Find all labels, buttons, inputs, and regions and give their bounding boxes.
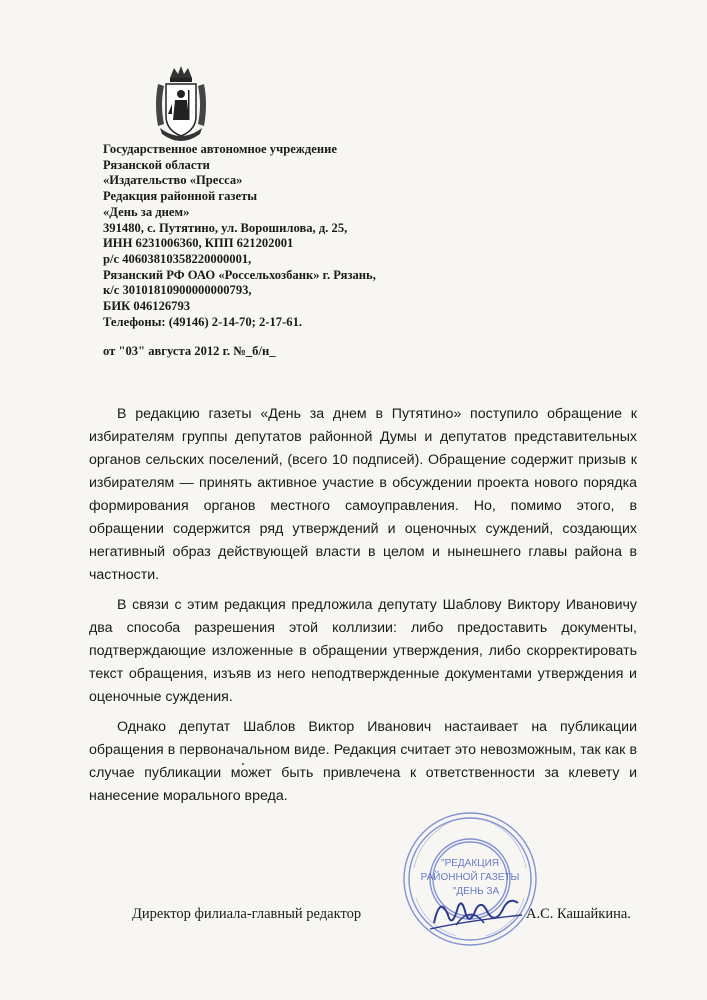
stamp-text-line: "ДЕНЬ ЗА: [452, 886, 500, 897]
document-date: от "03" августа 2012 г. №_б/н_: [103, 344, 276, 358]
letterhead-line: ИНН 6231006360, КПП 621202001: [103, 236, 294, 251]
stamp-text-line: РАЙОННОЙ ГАЗЕТЫ: [420, 872, 520, 883]
letterhead-line: 391480, с. Путятино, ул. Ворошилова, д. 25,: [103, 220, 348, 235]
letter-body: [89, 403, 637, 815]
body-paragraph: В связи с этим редакция предложила депутату Шаблову Виктору Ивановичу два способа разрешения этой коллизии: либо предоставить документы, подтверждающие изложенные в обращении утверждения, либо скорректировать текст обращения, изъяв из него неподтвержденные документами утверждения и оценочные суждения.: [89, 597, 637, 705]
stamp-text-line: "РЕДАКЦИЯ: [441, 858, 499, 869]
letterhead-line: Рязанской области: [103, 157, 210, 172]
handwritten-signature: [426, 885, 526, 937]
letterhead-line: Телефоны: (49146) 2-14-70; 2-17-61.: [103, 314, 303, 329]
ink-dot: [242, 763, 244, 765]
body-paragraph: Однако депутат Шаблов Виктор Иванович настаивает на публикации обращения в первоначальном виде. Редакция считает это невозможным, так как в случае публикации может быть привлечена к ответственности за клевету и нанесение морального вреда.: [89, 719, 637, 804]
letterhead-line: р/с 40603810358220000001,: [103, 251, 252, 266]
coat-of-arms-icon: [150, 64, 212, 144]
signer-title: Директор филиала-главный редактор: [132, 906, 362, 922]
letterhead-line: Государственное автономное учреждение: [103, 142, 337, 156]
letterhead-line: к/с 30101810900000000793,: [103, 283, 252, 298]
letterhead-line: «День за днем»: [103, 204, 190, 219]
letterhead-line: Редакция районной газеты: [103, 189, 258, 204]
letterhead: [103, 142, 463, 330]
signer-name: А.С. Кашайкина.: [526, 906, 631, 922]
letterhead-line: Рязанский РФ ОАО «Россельхозбанк» г. Рязань,: [103, 267, 376, 282]
letterhead-line: «Издательство «Пресса»: [103, 173, 243, 188]
letterhead-line: БИК 046126793: [103, 299, 191, 314]
body-paragraph: В редакцию газеты «День за днем в Путятино» поступило обращение к избирателям группы депутатов районной Думы и депутатов представительных органов сельских поселений, (всего 10 подписей). Обращение содержит призыв к избирателям — принять активное участие в обсуждении проекта нового порядка формирования органов местного самоуправления. Но, помимо этого, в обращении содержится ряд утверждений и оценочных суждений, создающих негативный образ действующей власти в целом и нынешнего главы района в частности.: [89, 406, 637, 583]
